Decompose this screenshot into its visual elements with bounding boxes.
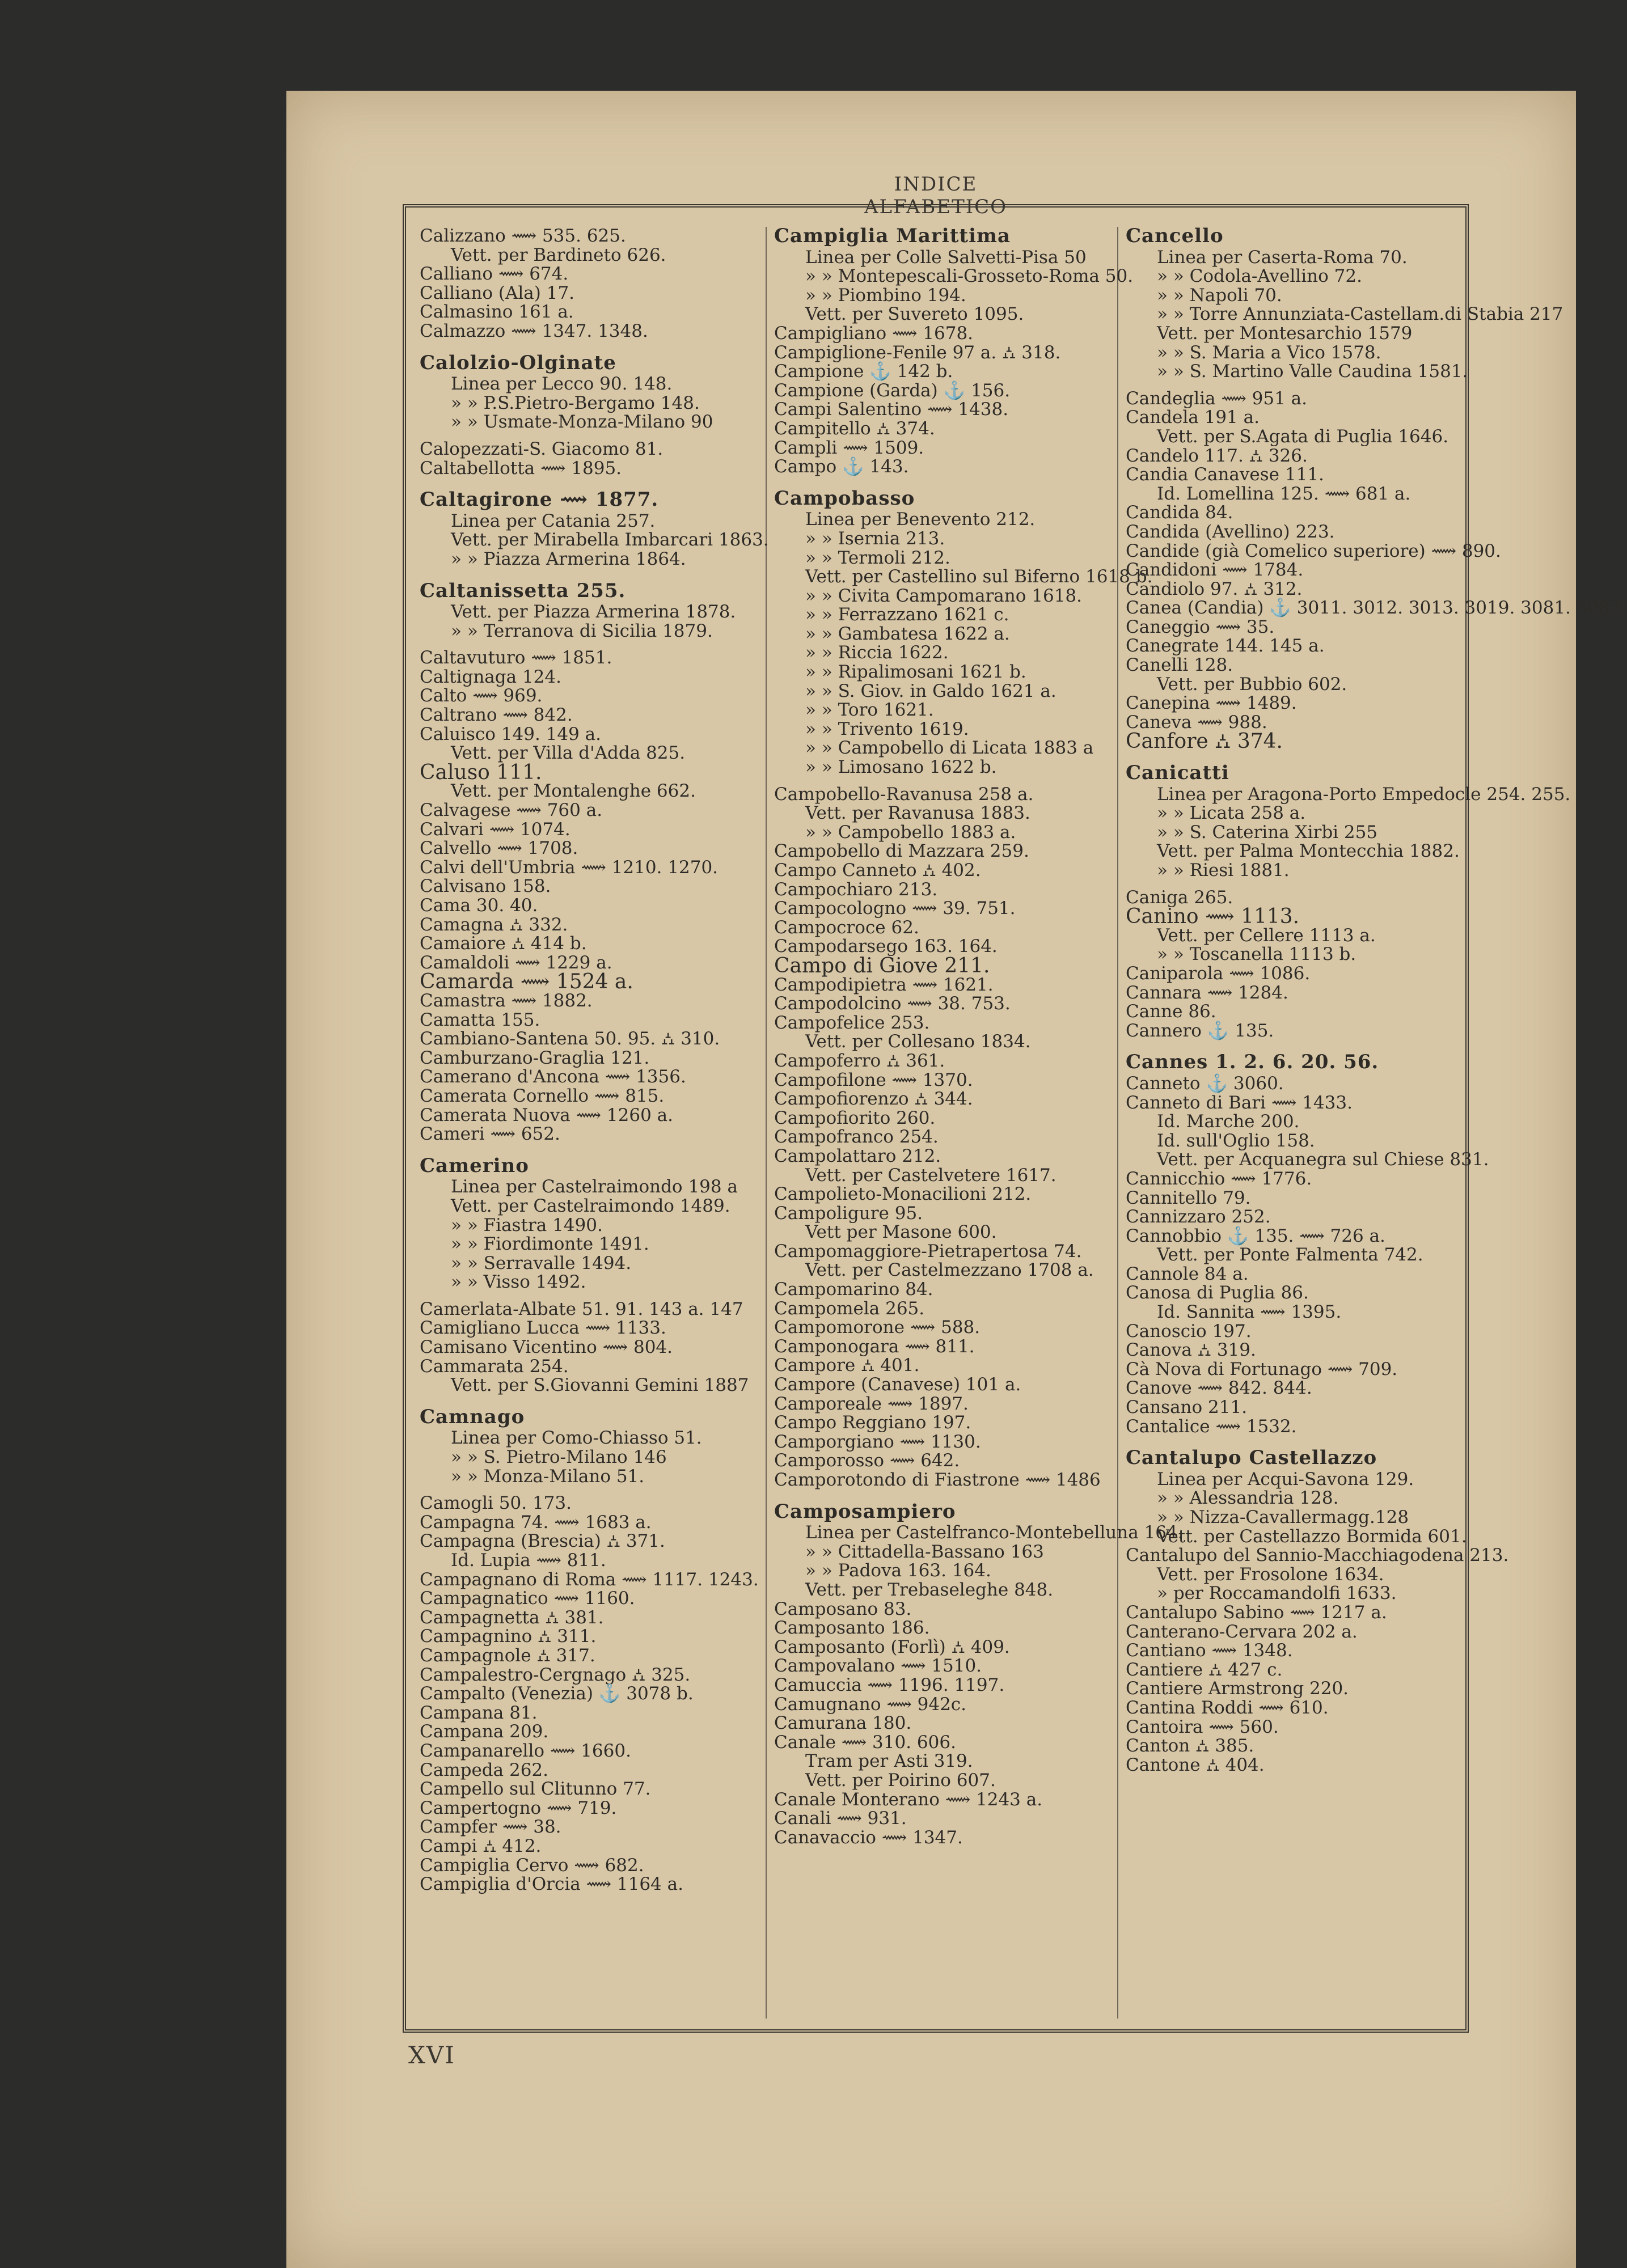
index-entry: Canelli 128. bbox=[1126, 655, 1233, 676]
index-entry: » » Ripalimosani 1621 b. bbox=[805, 662, 1026, 683]
index-heading: Campobasso bbox=[774, 486, 915, 510]
index-entry: Camagna ⛼ 332. bbox=[420, 914, 568, 935]
index-entry: Camuccia ⟿ 1196. 1197. bbox=[774, 1674, 1005, 1695]
index-entry: Camporotondo di Fiastrone ⟿ 1486 bbox=[774, 1470, 1101, 1490]
index-entry: Campiglia d'Orcia ⟿ 1164 a. bbox=[420, 1874, 683, 1895]
index-entry: Vett. per Mirabella Imbarcari 1863. bbox=[451, 530, 769, 551]
index-entry: Calvari ⟿ 1074. bbox=[420, 819, 570, 840]
index-entry: Canino ⟿ 1113. bbox=[1126, 905, 1300, 929]
index-entry: Vett. per Cellere 1113 a. bbox=[1157, 925, 1376, 946]
index-entry: » » Piombino 194. bbox=[805, 285, 966, 306]
index-entry: Camogli 50. 173. bbox=[420, 1493, 572, 1514]
index-entry: Cantina Roddi ⟿ 610. bbox=[1126, 1697, 1329, 1718]
index-entry: » » Nizza-Cavallermagg.128 bbox=[1157, 1507, 1409, 1527]
page-header: INDICE ALFABETICO bbox=[864, 173, 1008, 218]
index-entry: » » Fiordimonte 1491. bbox=[451, 1234, 649, 1255]
index-entry: Campofelice 253. bbox=[774, 1012, 930, 1033]
index-entry: Camerata Cornello ⟿ 815. bbox=[420, 1085, 665, 1106]
index-entry: Campli ⟿ 1509. bbox=[774, 437, 924, 458]
index-entry: Id. Lomellina 125. ⟿ 681 a. bbox=[1157, 483, 1411, 504]
index-entry: Camerlata-Albate 51. 91. 143 a. 147 bbox=[420, 1298, 743, 1319]
index-entry: Campo di Giove 211. bbox=[774, 954, 990, 978]
index-entry: Camporgiano ⟿ 1130. bbox=[774, 1431, 981, 1452]
index-entry: Campello sul Clitunno 77. bbox=[420, 1779, 651, 1800]
index-entry: Camburzano-Graglia 121. bbox=[420, 1047, 650, 1068]
index-entry: Calvagese ⟿ 760 a. bbox=[420, 800, 603, 821]
index-entry: Campagnino ⛼ 311. bbox=[420, 1626, 597, 1647]
index-entry: Canale ⟿ 310. 606. bbox=[774, 1732, 956, 1753]
index-entry: Canova ⛼ 319. bbox=[1126, 1340, 1256, 1361]
index-entry: Vett. per Castellino sul Biferno 1618 b. bbox=[805, 566, 1153, 587]
index-entry: Cannara ⟿ 1284. bbox=[1126, 982, 1288, 1003]
index-entry: Campione ⚓ 142 b. bbox=[774, 361, 953, 382]
index-entry: » » S. Caterina Xirbi 255 bbox=[1157, 822, 1378, 843]
index-entry: Vett. per Castelmezzano 1708 a. bbox=[805, 1260, 1094, 1281]
index-entry: Linea per Caserta-Roma 70. bbox=[1157, 247, 1408, 268]
index-entry: » » Toro 1621. bbox=[805, 700, 934, 721]
index-entry: Campitello ⛼ 374. bbox=[774, 418, 935, 439]
index-entry: Candiolo 97. ⛼ 312. bbox=[1126, 578, 1303, 599]
index-entry: » » Campobello di Licata 1883 a bbox=[805, 738, 1094, 759]
index-entry: Linea per Aragona-Porto Empedocle 254. 255. bbox=[1157, 784, 1571, 805]
index-entry: Vett. per Ravanusa 1883. bbox=[805, 803, 1030, 824]
index-entry: » » S. Pietro-Milano 146 bbox=[451, 1447, 667, 1468]
index-entry: Linea per Catania 257. bbox=[451, 510, 656, 531]
index-entry: Candeglia ⟿ 951 a. bbox=[1126, 388, 1308, 409]
index-entry: Campochiaro 213. bbox=[774, 879, 938, 900]
index-heading: Calolzio-Olginate bbox=[420, 351, 616, 374]
index-heading: Caltagirone ⟿ 1877. bbox=[420, 488, 659, 511]
index-entry: Vett. per Montesarchio 1579 bbox=[1157, 323, 1413, 344]
index-entry: » per Roccamandolfi 1633. bbox=[1157, 1583, 1397, 1604]
index-heading: Cancello bbox=[1126, 225, 1224, 247]
index-entry: Calmazzo ⟿ 1347. 1348. bbox=[420, 320, 648, 341]
index-entry: Cannitello 79. bbox=[1126, 1187, 1251, 1208]
index-entry: Camerano d'Ancona ⟿ 1356. bbox=[420, 1067, 686, 1088]
index-entry: » » Napoli 70. bbox=[1157, 285, 1282, 306]
index-entry: Campana 209. bbox=[420, 1721, 549, 1742]
index-entry: Cambiano-Santena 50. 95. ⛼ 310. bbox=[420, 1029, 720, 1050]
column-divider bbox=[766, 227, 767, 2019]
index-entry: Linea per Como-Chiasso 51. bbox=[451, 1428, 702, 1449]
index-entry: » » P.S.Pietro-Bergamo 148. bbox=[451, 392, 700, 413]
index-entry: Campiglione-Fenile 97 a. ⛼ 318. bbox=[774, 342, 1061, 363]
index-entry: Campalto (Venezia) ⚓ 3078 b. bbox=[420, 1683, 694, 1704]
index-entry: Linea per Castelraimondo 198 a bbox=[451, 1177, 738, 1198]
index-entry: Vett. per Collesano 1834. bbox=[805, 1031, 1031, 1052]
index-entry: Calliano ⟿ 674. bbox=[420, 264, 569, 285]
index-heading: Camerino bbox=[420, 1154, 529, 1177]
index-entry: Caltabellotta ⟿ 1895. bbox=[420, 458, 622, 479]
index-entry: » » Gambatesa 1622 a. bbox=[805, 623, 1010, 644]
index-entry: Camarda ⟿ 1524 a. bbox=[420, 970, 633, 994]
index-entry: Candela 191 a. bbox=[1126, 407, 1260, 428]
index-entry: Camugnano ⟿ 942c. bbox=[774, 1694, 967, 1715]
index-entry: Candidoni ⟿ 1784. bbox=[1126, 560, 1304, 581]
index-entry: Id. sull'Oglio 158. bbox=[1157, 1130, 1315, 1151]
index-entry: Campodolcino ⟿ 38. 753. bbox=[774, 993, 1011, 1014]
index-entry: » » S. Maria a Vico 1578. bbox=[1157, 342, 1381, 363]
index-entry: Campagnetta ⛼ 381. bbox=[420, 1607, 604, 1628]
index-entry: Caltignaga 124. bbox=[420, 666, 561, 687]
index-entry: » » Codola-Avellino 72. bbox=[1157, 266, 1362, 287]
index-entry: Campagnole ⛼ 317. bbox=[420, 1645, 595, 1666]
index-entry: » » Cittadella-Bassano 163 bbox=[805, 1541, 1044, 1562]
index-entry: Camporosso ⟿ 642. bbox=[774, 1450, 960, 1471]
index-entry: » » Fiastra 1490. bbox=[451, 1215, 603, 1235]
index-entry: Campo Canneto ⛼ 402. bbox=[774, 860, 981, 881]
index-entry: Vett. per Villa d'Adda 825. bbox=[451, 743, 686, 764]
index-entry: Id. Lupia ⟿ 811. bbox=[451, 1550, 606, 1571]
index-entry: » » Monza-Milano 51. bbox=[451, 1466, 645, 1487]
index-entry: Camisano Vicentino ⟿ 804. bbox=[420, 1337, 673, 1358]
index-entry: » » Isernia 213. bbox=[805, 528, 945, 549]
index-entry: » » Serravalle 1494. bbox=[451, 1253, 632, 1273]
index-entry: Cantiere ⛼ 427 c. bbox=[1126, 1659, 1283, 1680]
index-heading: Cantalupo Castellazzo bbox=[1126, 1446, 1377, 1470]
index-entry: Candelo 117. ⛼ 326. bbox=[1126, 445, 1308, 466]
index-entry: Campocologno ⟿ 39. 751. bbox=[774, 898, 1016, 919]
index-entry: » » S. Giov. in Galdo 1621 a. bbox=[805, 680, 1057, 701]
index-entry: Linea per Benevento 212. bbox=[805, 509, 1036, 530]
index-heading: Campiglia Marittima bbox=[774, 225, 1011, 247]
index-entry: Campiglia Cervo ⟿ 682. bbox=[420, 1855, 644, 1876]
index-entry: Campeda 262. bbox=[420, 1759, 548, 1780]
index-entry: Vett. per Frosolone 1634. bbox=[1157, 1564, 1384, 1585]
index-entry: » » S. Martino Valle Caudina 1581. bbox=[1157, 361, 1468, 382]
index-entry: Linea per Acqui-Savona 129. bbox=[1157, 1469, 1414, 1490]
index-entry: Calizzano ⟿ 535. 625. bbox=[420, 226, 626, 246]
index-entry: Camurana 180. bbox=[774, 1713, 912, 1734]
index-entry: Id. Marche 200. bbox=[1157, 1111, 1300, 1132]
index-entry: Campoligure 95. bbox=[774, 1203, 923, 1224]
index-entry: Caltavuturo ⟿ 1851. bbox=[420, 648, 612, 668]
index-entry: Campolieto-Monacilioni 212. bbox=[774, 1184, 1032, 1205]
index-entry: Camastra ⟿ 1882. bbox=[420, 990, 593, 1011]
index-entry: Vett. per S.Giovanni Gemini 1887 bbox=[451, 1375, 749, 1396]
index-entry: Cannobbio ⚓ 135. ⟿ 726 a. bbox=[1126, 1225, 1385, 1246]
index-entry: Campi Salentino ⟿ 1438. bbox=[774, 399, 1009, 420]
index-column-3 bbox=[1126, 225, 1627, 2024]
index-entry: » » Termoli 212. bbox=[805, 547, 950, 568]
index-entry: Campana 81. bbox=[420, 1702, 538, 1723]
index-entry: Cannicchio ⟿ 1776. bbox=[1126, 1168, 1312, 1189]
index-entry: Campovalano ⟿ 1510. bbox=[774, 1656, 982, 1677]
index-entry: Camposano 83. bbox=[774, 1598, 912, 1619]
index-entry: Canosa di Puglia 86. bbox=[1126, 1283, 1309, 1304]
index-entry: Cannizzaro 252. bbox=[1126, 1207, 1271, 1228]
index-entry: Calvisano 158. bbox=[420, 876, 551, 897]
index-entry: Canali ⟿ 931. bbox=[774, 1808, 907, 1829]
index-column-1 bbox=[420, 226, 769, 2024]
index-entry: Candide (già Comelico superiore) ⟿ 890. bbox=[1126, 540, 1501, 561]
index-entry: Canoscio 197. bbox=[1126, 1321, 1252, 1342]
index-entry: Vett. per Acquanegra sul Chiese 831. bbox=[1157, 1149, 1489, 1170]
index-entry: » » Campobello 1883 a. bbox=[805, 822, 1016, 843]
index-entry: Vett. per Poirino 607. bbox=[805, 1770, 996, 1791]
index-entry: Cama 30. 40. bbox=[420, 895, 538, 916]
index-entry: Vett. per Palma Montecchia 1882. bbox=[1157, 841, 1460, 862]
index-entry: Canavaccio ⟿ 1347. bbox=[774, 1827, 963, 1848]
index-entry: Cannero ⚓ 135. bbox=[1126, 1020, 1274, 1041]
index-entry: Calvello ⟿ 1708. bbox=[420, 838, 578, 859]
index-entry: Campo Reggiano 197. bbox=[774, 1412, 971, 1433]
index-entry: » » Terranova di Sicilia 1879. bbox=[451, 620, 713, 641]
index-entry: » » Trivento 1619. bbox=[805, 718, 969, 739]
index-entry: Campo ⚓ 143. bbox=[774, 456, 909, 477]
index-entry: Campfer ⟿ 38. bbox=[420, 1817, 561, 1838]
index-entry: Caniga 265. bbox=[1126, 887, 1233, 908]
index-entry: Vett. per Castelvetere 1617. bbox=[805, 1165, 1057, 1186]
index-entry: Cantoira ⟿ 560. bbox=[1126, 1716, 1279, 1737]
index-entry: Campodarsego 163. 164. bbox=[774, 936, 998, 957]
index-heading: Cannes 1. 2. 6. 20. 56. bbox=[1126, 1051, 1379, 1074]
index-entry: Camposanto (Forlì) ⛼ 409. bbox=[774, 1636, 1010, 1657]
index-entry: Caluisco 149. 149 a. bbox=[420, 723, 602, 744]
index-entry: Canneto di Bari ⟿ 1433. bbox=[1126, 1092, 1353, 1113]
index-entry: » » Riccia 1622. bbox=[805, 642, 949, 663]
index-entry: » » Padova 163. 164. bbox=[805, 1560, 991, 1581]
index-entry: Linea per Castelfranco-Montebelluna 164. bbox=[805, 1522, 1184, 1543]
index-entry: » » Usmate-Monza-Milano 90 bbox=[451, 412, 713, 433]
index-entry: Cantiere Armstrong 220. bbox=[1126, 1678, 1349, 1699]
index-entry: Campigliano ⟿ 1678. bbox=[774, 323, 974, 344]
index-heading: Camposampiero bbox=[774, 1500, 956, 1523]
index-entry: Caltrano ⟿ 842. bbox=[420, 705, 573, 726]
index-entry: Vett. per Suvereto 1095. bbox=[805, 304, 1024, 325]
index-entry: » » Alessandria 128. bbox=[1157, 1488, 1339, 1509]
index-entry: Cantalice ⟿ 1532. bbox=[1126, 1416, 1297, 1437]
index-entry: » » Visso 1492. bbox=[451, 1272, 586, 1293]
index-entry: Cantone ⛼ 404. bbox=[1126, 1754, 1265, 1775]
index-entry: Linea per Lecco 90. 148. bbox=[451, 374, 673, 395]
index-entry: Canneto ⚓ 3060. bbox=[1126, 1073, 1284, 1094]
index-entry: Cantalupo del Sannio-Macchiagodena 213. bbox=[1126, 1545, 1509, 1566]
index-entry: Campagna 74. ⟿ 1683 a. bbox=[420, 1512, 652, 1533]
index-entry: Campobello di Mazzara 259. bbox=[774, 841, 1029, 862]
index-entry: Canfore ⛼ 374. bbox=[1126, 730, 1283, 754]
index-entry: Canton ⛼ 385. bbox=[1126, 1736, 1254, 1757]
index-entry: Calto ⟿ 969. bbox=[420, 686, 543, 706]
index-entry: Vett. per Bubbio 602. bbox=[1157, 674, 1347, 695]
index-entry: Cantalupo Sabino ⟿ 1217 a. bbox=[1126, 1602, 1387, 1623]
index-entry: Vett. per Castellazzo Bormida 601. bbox=[1157, 1526, 1467, 1547]
index-entry: Vett. per Trebaseleghe 848. bbox=[805, 1579, 1054, 1600]
index-entry: Campomaggiore-Pietrapertosa 74. bbox=[774, 1241, 1082, 1262]
index-entry: Cameri ⟿ 652. bbox=[420, 1124, 560, 1145]
index-entry: Campofilone ⟿ 1370. bbox=[774, 1069, 973, 1090]
index-entry: Campodipietra ⟿ 1621. bbox=[774, 974, 994, 995]
index-entry: Vett per Masone 600. bbox=[805, 1222, 997, 1243]
index-entry: Camatta 155. bbox=[420, 1009, 540, 1030]
index-entry: Camerata Nuova ⟿ 1260 a. bbox=[420, 1105, 674, 1125]
index-entry: Candida (Avellino) 223. bbox=[1126, 521, 1335, 542]
index-entry: Cansano 211. bbox=[1126, 1397, 1248, 1418]
index-entry: Calliano (Ala) 17. bbox=[420, 282, 575, 303]
index-entry: Vett. per Bardineto 626. bbox=[451, 244, 666, 265]
index-entry: Vett. per Montalenghe 662. bbox=[451, 781, 696, 802]
index-entry: » » Piazza Armerina 1864. bbox=[451, 548, 686, 569]
index-entry: Calopezzati-S. Giacomo 81. bbox=[420, 438, 664, 459]
index-entry: Caniparola ⟿ 1086. bbox=[1126, 963, 1311, 984]
index-entry: Campofiorito 260. bbox=[774, 1107, 936, 1128]
index-entry: Vett. per S.Agata di Puglia 1646. bbox=[1157, 426, 1449, 447]
index-entry: Campoferro ⛼ 361. bbox=[774, 1050, 945, 1071]
index-entry: Vett. per Ponte Falmenta 742. bbox=[1157, 1245, 1423, 1266]
index-entry: Vett. per Castelraimondo 1489. bbox=[451, 1195, 730, 1216]
index-entry: Campomela 265. bbox=[774, 1298, 925, 1319]
index-entry: Canale Monterano ⟿ 1243 a. bbox=[774, 1789, 1043, 1810]
index-entry: Cà Nova di Fortunago ⟿ 709. bbox=[1126, 1359, 1398, 1380]
index-entry: » » Riesi 1881. bbox=[1157, 860, 1290, 881]
index-entry: Canepina ⟿ 1489. bbox=[1126, 693, 1297, 714]
index-entry: Camaiore ⛼ 414 b. bbox=[420, 933, 587, 954]
index-entry: Campomorone ⟿ 588. bbox=[774, 1317, 981, 1338]
index-entry: Cammarata 254. bbox=[420, 1356, 569, 1377]
index-entry: Camigliano Lucca ⟿ 1133. bbox=[420, 1318, 666, 1339]
index-entry: Linea per Colle Salvetti-Pisa 50 bbox=[805, 247, 1087, 268]
index-entry: » » Licata 258 a. bbox=[1157, 803, 1306, 824]
index-entry: Camaldoli ⟿ 1229 a. bbox=[420, 952, 612, 973]
index-entry: Campore ⛼ 401. bbox=[774, 1355, 920, 1376]
index-entry: Caluso 111. bbox=[420, 760, 542, 784]
index-entry: » » Torre Annunziata-Castellam.di Stabia 217 bbox=[1157, 304, 1563, 325]
index-entry: Calmasino 161 a. bbox=[420, 302, 574, 323]
index-entry: Canterano-Cervara 202 a. bbox=[1126, 1621, 1358, 1642]
index-entry: Camposanto 186. bbox=[774, 1618, 930, 1639]
index-entry: Canne 86. bbox=[1126, 1001, 1216, 1022]
index-entry: Canea (Candia) ⚓ 3011. 3012. 3013. 3019. 3081. 3082. bbox=[1126, 598, 1627, 619]
page-number: XVI bbox=[408, 2041, 455, 2069]
index-entry: Candia Canavese 111. bbox=[1126, 464, 1324, 485]
index-entry: » » Ferrazzano 1621 c. bbox=[805, 604, 1009, 625]
index-entry: » » Civita Campomarano 1618. bbox=[805, 585, 1083, 606]
index-entry: Campagnano di Roma ⟿ 1117. 1243. bbox=[420, 1569, 759, 1590]
index-entry: Campione (Garda) ⚓ 156. bbox=[774, 380, 1011, 401]
index-entry: Caneva ⟿ 988. bbox=[1126, 712, 1267, 733]
index-entry: Canegrate 144. 145 a. bbox=[1126, 636, 1325, 657]
index-entry: Campagnatico ⟿ 1160. bbox=[420, 1588, 635, 1609]
index-entry: Vett. per Piazza Armerina 1878. bbox=[451, 602, 736, 623]
index-entry: Campofiorenzo ⛼ 344. bbox=[774, 1089, 973, 1110]
index-entry: Cannole 84 a. bbox=[1126, 1263, 1249, 1284]
index-entry: Campagna (Brescia) ⛼ 371. bbox=[420, 1531, 665, 1552]
index-entry: Cantiano ⟿ 1348. bbox=[1126, 1640, 1293, 1661]
index-entry: Campi ⛼ 412. bbox=[420, 1835, 542, 1856]
index-entry: Id. Sannita ⟿ 1395. bbox=[1157, 1302, 1342, 1323]
index-entry: Campanarello ⟿ 1660. bbox=[420, 1740, 631, 1761]
index-entry: Campofranco 254. bbox=[774, 1127, 939, 1148]
index-entry: Camporeale ⟿ 1897. bbox=[774, 1393, 969, 1414]
index-entry: Candida 84. bbox=[1126, 502, 1233, 523]
index-entry: Campalestro-Cergnago ⛼ 325. bbox=[420, 1664, 691, 1685]
index-entry: Campore (Canavese) 101 a. bbox=[774, 1374, 1021, 1395]
index-entry: Campolattaro 212. bbox=[774, 1145, 941, 1166]
index-entry: Tram per Asti 319. bbox=[805, 1751, 973, 1772]
index-entry: Camponogara ⟿ 811. bbox=[774, 1336, 975, 1357]
index-entry: Calvi dell'Umbria ⟿ 1210. 1270. bbox=[420, 857, 719, 878]
index-entry: » » Montepescali-Grosseto-Roma 50. bbox=[805, 266, 1134, 287]
index-entry: Campertogno ⟿ 719. bbox=[420, 1797, 617, 1818]
index-entry: » » Toscanella 1113 b. bbox=[1157, 944, 1356, 965]
index-entry: » » Limosano 1622 b. bbox=[805, 757, 997, 778]
index-entry: Canove ⟿ 842. 844. bbox=[1126, 1378, 1312, 1399]
index-heading: Caltanissetta 255. bbox=[420, 579, 626, 602]
index-entry: Campocroce 62. bbox=[774, 917, 919, 938]
index-heading: Camnago bbox=[420, 1405, 525, 1428]
index-entry: Caneggio ⟿ 35. bbox=[1126, 616, 1275, 637]
index-entry: Campobello-Ravanusa 258 a. bbox=[774, 784, 1034, 805]
index-entry: Campomarino 84. bbox=[774, 1279, 933, 1300]
index-heading: Canicatti bbox=[1126, 761, 1229, 785]
